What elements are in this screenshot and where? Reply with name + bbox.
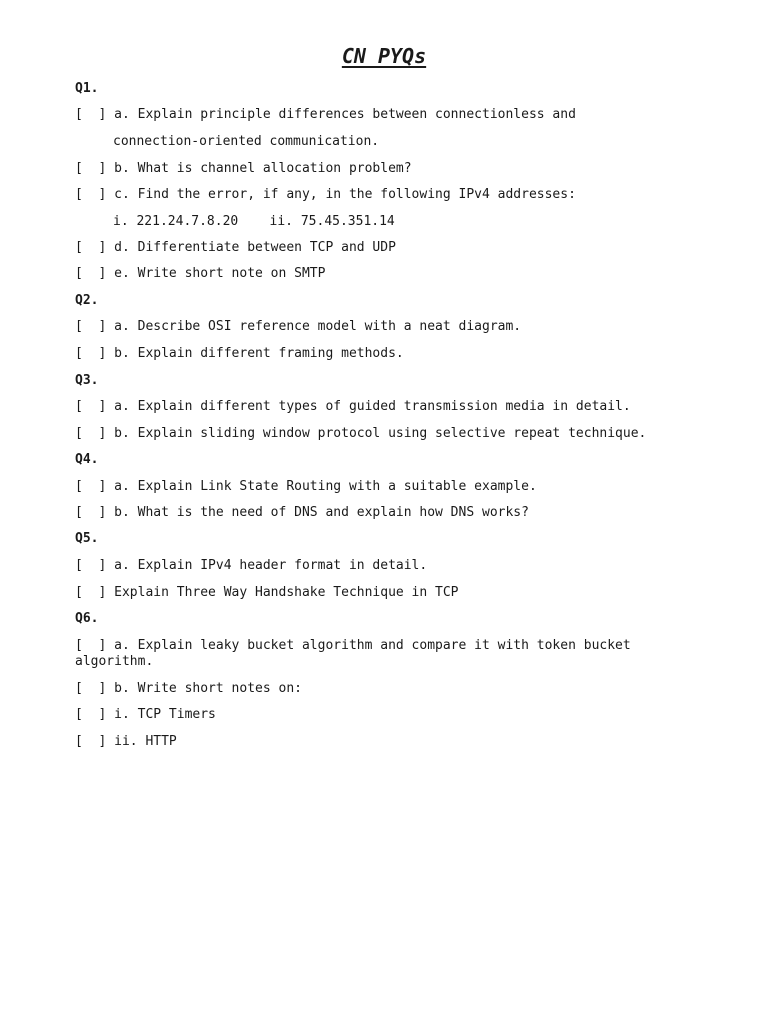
q4b-item (75, 505, 529, 521)
checkbox[interactable]: [ ] (75, 319, 107, 334)
checkbox[interactable]: [ ] (75, 107, 107, 122)
checkbox[interactable]: [ ] (75, 558, 107, 573)
q1-heading: Q1. (75, 81, 99, 96)
page-title: CN PYQs (341, 44, 427, 68)
q5b-text: Explain Three Way Handshake Technique in TCP (114, 585, 459, 600)
checkbox[interactable]: [ ] (75, 734, 107, 749)
q1e-item (75, 266, 325, 282)
q6-i-item (75, 707, 216, 723)
q2b-item (75, 346, 404, 362)
q1a-text-continued: connection-oriented communication. (113, 134, 380, 149)
checkbox[interactable]: [ ] (75, 161, 107, 176)
q6a-text: a. Explain leaky bucket algorithm and compare it with token bucket algorithm. (75, 638, 631, 669)
checkbox[interactable]: [ ] (75, 681, 107, 696)
q1d-item (75, 240, 396, 256)
q1b-item (75, 161, 412, 177)
q6b-item (75, 681, 302, 697)
q6-i-text: i. TCP Timers (114, 707, 216, 722)
q1c-item (75, 187, 576, 203)
checkbox[interactable]: [ ] (75, 187, 107, 202)
q2-heading: Q2. (75, 293, 99, 308)
checkbox[interactable]: [ ] (75, 346, 107, 361)
q5a-text: a. Explain IPv4 header format in detail. (114, 558, 428, 573)
q1d-text: d. Differentiate between TCP and UDP (114, 240, 396, 255)
q1e-text: e. Write short note on SMTP (114, 266, 326, 281)
checkbox[interactable]: [ ] (75, 707, 107, 722)
q3a-item (75, 399, 631, 415)
q4b-text: b. What is the need of DNS and explain how DNS works? (114, 505, 529, 520)
q1c-text: c. Find the error, if any, in the following IPv4 addresses: (114, 187, 576, 202)
q5-heading: Q5. (75, 531, 99, 546)
q4-heading: Q4. (75, 452, 99, 467)
checkbox[interactable]: [ ] (75, 638, 107, 653)
q1b-text: b. What is channel allocation problem? (114, 161, 412, 176)
q2b-text: b. Explain different framing methods. (114, 346, 404, 361)
q5b-item (75, 585, 459, 601)
checkbox[interactable]: [ ] (75, 399, 107, 414)
checkbox[interactable]: [ ] (75, 240, 107, 255)
q6-ii-text: ii. HTTP (114, 734, 177, 749)
q6a-item (75, 638, 635, 670)
checkbox[interactable]: [ ] (75, 505, 107, 520)
q1a-item (75, 107, 576, 123)
q2a-text: a. Describe OSI reference model with a neat diagram. (114, 319, 522, 334)
checkbox[interactable]: [ ] (75, 426, 107, 441)
q3a-text: a. Explain different types of guided transmission media in detail. (114, 399, 631, 414)
q3b-item (75, 426, 646, 442)
q1c-subitems: i. 221.24.7.8.20 ii. 75.45.351.14 (113, 214, 395, 229)
checkbox[interactable]: [ ] (75, 585, 107, 600)
q6b-text: b. Write short notes on: (114, 681, 302, 696)
q1a-text: a. Explain principle differences between connectionless and (114, 107, 576, 122)
q4a-item (75, 479, 537, 495)
checkbox[interactable]: [ ] (75, 266, 107, 281)
q2a-item (75, 319, 521, 335)
q3b-text: b. Explain sliding window protocol using selective repeat technique. (114, 426, 647, 441)
q4a-text: a. Explain Link State Routing with a suitable example. (114, 479, 537, 494)
q5a-item (75, 558, 427, 574)
q3-heading: Q3. (75, 373, 99, 388)
q6-heading: Q6. (75, 611, 99, 626)
q6-ii-item (75, 734, 177, 750)
checkbox[interactable]: [ ] (75, 479, 107, 494)
